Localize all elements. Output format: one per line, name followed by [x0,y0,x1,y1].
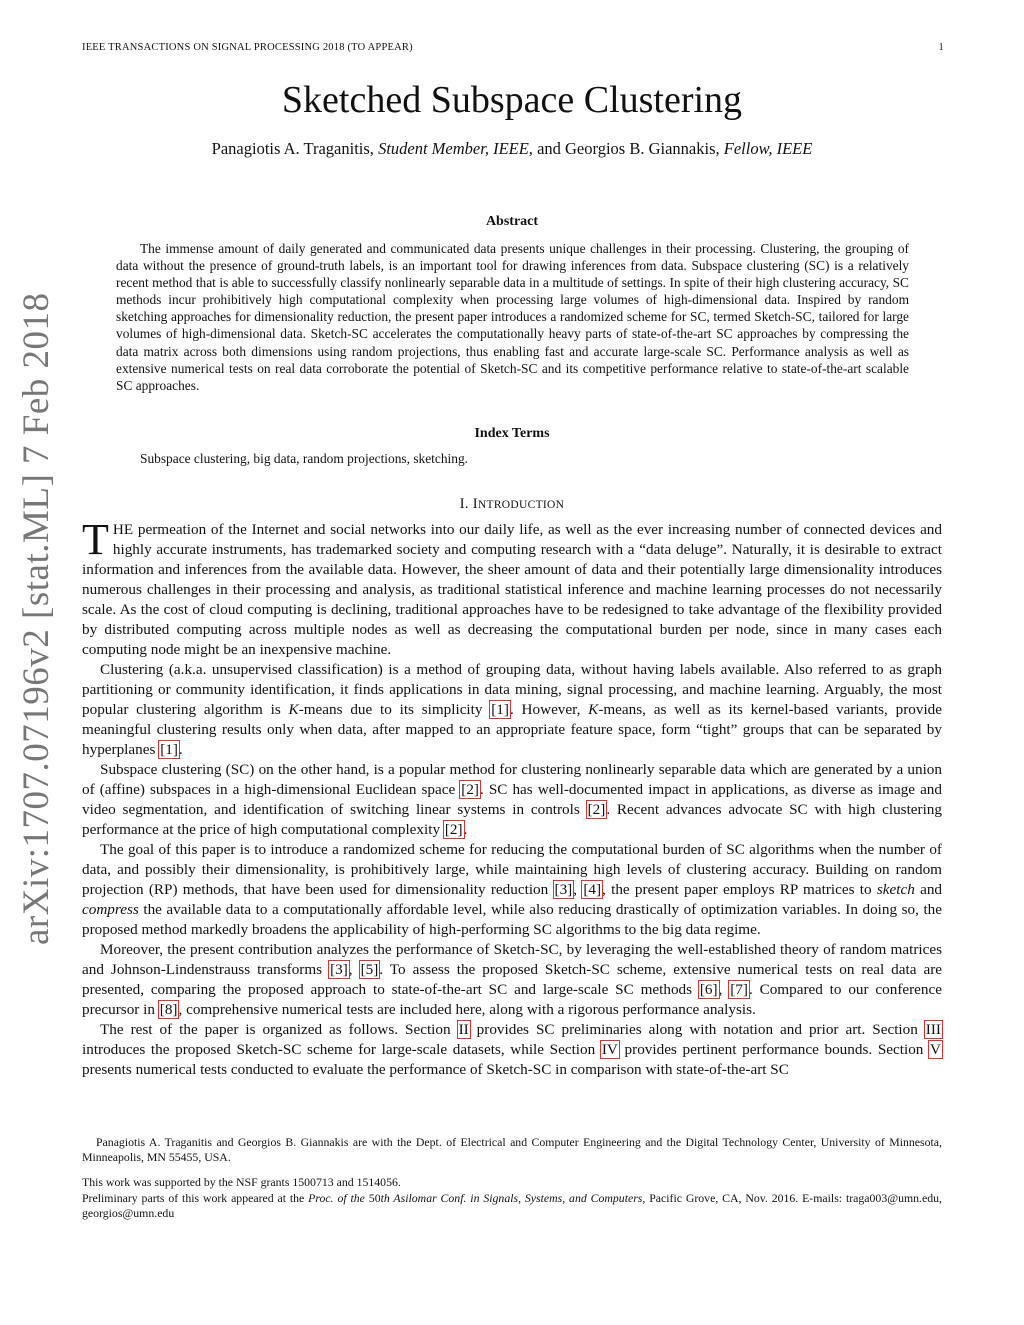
venue-name: Proc. of the [308,1190,369,1205]
author-conjunction: and [537,139,561,158]
math-k: K [588,701,599,718]
text-run: Clustering (a.k.a. unsupervised classification) is a method of grouping data, without having labels available. Also referred to as graph partitioning or community identification, it finds applications in data mining, signal processing, and machine learning. Arguably, the most popular clustering algorithm is [82,661,942,718]
text-run: , Pacific Grove, CA, Nov. 2016. E-mails: traga003@umn.edu, georgios@umn.edu [82,1190,942,1220]
text-run: -means, as well as its kernel-based variants, provide meaningful clustering results only when data, after mapped to an appropriate feature space, form “tight” groups that can be separated by hyperplanes [82,701,943,758]
paragraph-5 [82,940,942,1020]
author-2-role: Fellow, IEEE [723,139,813,158]
author-1-role: Student Member, IEEE, [378,139,533,158]
text-run: . Recent advances advocate SC with high clustering performance at the price of high computational complexity [82,801,942,838]
paragraph-4 [82,840,942,940]
drop-cap: T [82,515,109,564]
citation-link[interactable]: [8] [159,1001,178,1018]
footnotes [82,1135,942,1221]
citation-link[interactable]: [2] [444,821,463,838]
text-run: The rest of the paper is organized as follows. Section [100,1021,458,1038]
text-run: , [348,961,360,978]
text-run: . [463,821,468,838]
text-run: the available data to a computationally affordable level, while also reducing drastically of optimization variables. In doing so, the proposed method markedly broadens the applicability of high-performing SC algorithms to the big data regime. [82,901,942,938]
page-number: 1 [938,42,944,53]
body-text [82,515,943,1080]
text-run: The goal of this paper is to introduce a randomized scheme for reducing the computational burden of SC algorithms when the number of data, and possibly their dimensionality, is prohibitively large, while maintaining high levels of clustering accuracy. Building on random projection (RP) methods, that have been used for dimensionality reduction [82,841,942,898]
section-ref-link[interactable]: II [458,1021,469,1038]
text-run: Moreover, the present contribution analyzes the performance of Sketch-SC, by leveraging the well-established theory of random matrices and Johnson-Lindenstrauss transforms [82,941,942,978]
paragraph-3 [82,760,942,840]
section-heading [0,496,1024,513]
text-run: , [573,881,583,898]
arxiv-stamp: arXiv:1707.07196v2 [stat.ML] 7 Feb 2018 [16,292,57,945]
abstract-heading: Abstract [485,214,539,229]
footnote-affiliation: Panagiotis A. Traganitis and Georgios B. Giannakis are with the Dept. of Electrical and Computer Engineering and the Digital Technology Center, University of Minnesota, Minneapolis, MN 55455, USA. [82,1135,942,1165]
paragraph-1-text: HE permeation of the Internet and social networks into our daily life, as well as the ever increasing number of connected devices and highly accurate instruments, has trademarked society and computing research with a “data deluge”. Naturally, it is desirable to extract information and inferences from the available data. However, the sheer amount of data and their potentially large dimensionality introduces numerous challenges in their processing and analysis, as traditional statistical inference and machine learning processes do not necessarily scale. As the cost of cloud computing is declining, traditional approaches have to be redesigned to take advantage of the flexibility provided by distributed computing across multiple nodes as well as decreasing the computational burden per node, since in many cases each computing node might be an inexpensive machine. [82,521,942,658]
text-run: , the present paper employs RP matrices to [602,881,877,898]
paper-title: Sketched Subspace Clustering [281,79,743,121]
citation-link[interactable]: [1] [491,701,509,718]
text-run: introduces the proposed Sketch-SC scheme for large-scale datasets, while Section [82,1041,601,1058]
text-run: Subspace clustering (SC) on the other hand, is a popular method for clustering nonlinearly separable data which are generated by a union of (affine) subspaces in a high-dimensional Euclidean space [82,761,942,798]
citation-link[interactable]: [1] [160,741,178,758]
text-run: , comprehensive numerical tests are included here, along with a rigorous performance analysis. [178,1001,756,1018]
math-k: K [288,701,299,718]
paragraph-2 [82,660,942,760]
text-run: . However, [509,701,589,718]
text-run: , [718,981,730,998]
section-ref-link[interactable]: III [925,1021,941,1038]
text-run: . Compared to our conference precursor in [82,981,942,1018]
text-run: provides SC preliminaries along with notation and prior art. Section [469,1021,925,1038]
section-ref-link[interactable]: V [930,1041,941,1058]
text-run: -means due to its simplicity [298,701,491,718]
text-run: provides pertinent performance bounds. Section [618,1041,930,1058]
running-head [82,42,944,53]
author-2-name: Georgios B. Giannakis, [565,139,720,158]
text-run: . SC has well-documented impact in applications, as diverse as image and video segmentation, and identification of switching linear systems in controls [82,781,942,818]
citation-link[interactable]: [3] [330,961,348,978]
citation-link[interactable]: [6] [699,981,718,998]
abstract-text: The immense amount of daily generated and communicated data presents unique challenges in their processing. Clustering, the grouping of data without the presence of ground-truth labels, is an important tool for drawing inferences from data. Subspace clustering (SC) is a relatively recent method that is able to successfully classify nonlinearly separable data in a multitude of settings. In spite of their high clustering accuracy, SC methods incur prohibitively high computational complexity when processing large volumes of high-dimensional data. Inspired by random sketching approaches for dimensionality reduction, the present paper introduces a randomized scheme for SC, termed Sketch-SC, tailored for large volumes of high-dimensional data. Sketch-SC accelerates the computationally heavy parts of state-of-the-art SC approaches by compressing the data matrix across both dimensions using random projections, thus enabling fast and accurate large-scale SC. Performance analysis as well as extensive numerical tests on real data corroborate the potential of Sketch-SC and its competitive performance relative to state-of-the-art scalable SC approaches. [116,241,909,393]
citation-link[interactable]: [4] [583,881,602,898]
footnote-grant: This work was supported by the NSF grants 1500713 and 1514056. [82,1175,401,1190]
citation-link[interactable]: [2] [587,801,606,818]
text-run: Preliminary parts of this work appeared at the [82,1190,309,1205]
paragraph-6 [82,1020,942,1080]
index-terms-text: Subspace clustering, big data, random projections, sketching. [140,451,468,466]
text-run: . To assess the proposed Sketch-SC scheme, extensive numerical tests on real data are presented, comparing the proposed approach to state-of-the-art SC and large-scale SC methods [82,961,943,998]
citation-link[interactable]: [7] [730,981,748,998]
text-run: presents numerical tests conducted to evaluate the performance of Sketch-SC in comparison with state-of-the-art SC [82,1061,789,1078]
citation-link[interactable]: [3] [554,881,573,898]
citation-link[interactable]: [2] [461,781,479,798]
venue-number: 50 [368,1190,381,1205]
text-run: . [178,741,183,758]
author-line [0,139,1024,159]
citation-link[interactable]: [5] [360,961,379,978]
index-terms-heading: Index Terms [474,426,550,441]
venue-name: th Asilomar Conf. in Signals, Systems, and Computers [380,1190,643,1205]
paragraph-1 [82,515,942,660]
text-run: and [914,881,943,898]
footnote-preliminary [82,1191,942,1221]
author-1-name: Panagiotis A. Traganitis, [211,139,374,158]
section-ref-link[interactable]: IV [601,1041,618,1058]
section-title-initial: I [472,496,478,512]
section-title-rest: NTRODUCTION [477,499,565,511]
section-number: I. [459,496,469,512]
journal-name: IEEE TRANSACTIONS ON SIGNAL PROCESSING 2018 (TO APPEAR) [82,42,413,53]
emphasis: compress [82,901,139,918]
emphasis: sketch [876,881,915,898]
